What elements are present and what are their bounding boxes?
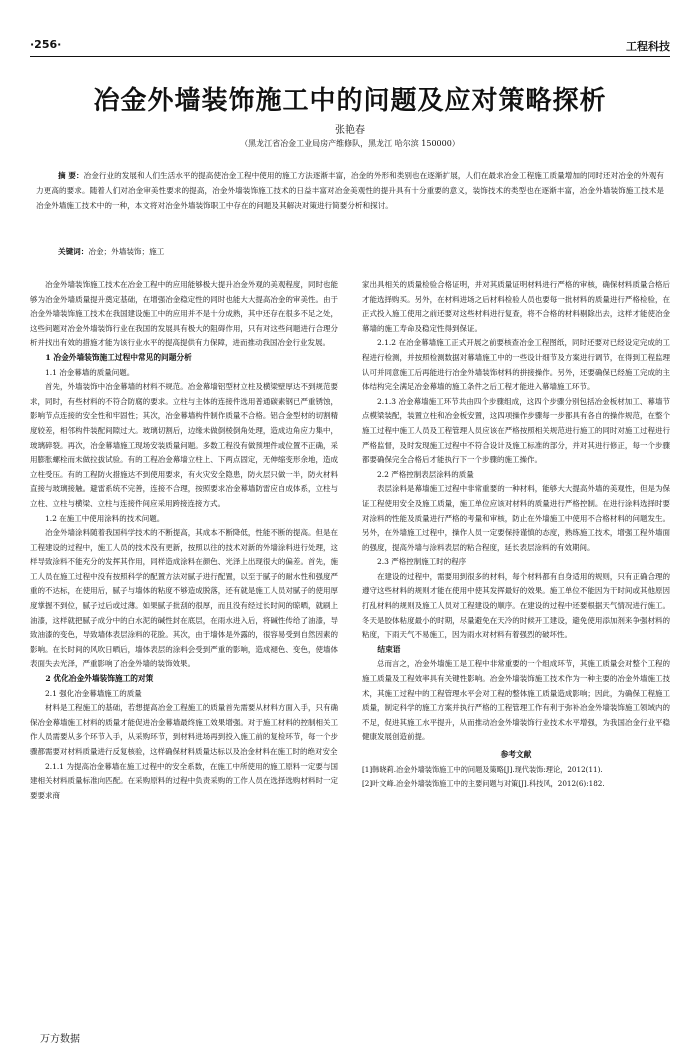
paragraph-2-1: 材料是工程施工的基础，若想提高冶金工程施工的质量首先需要从材料方面入手，只有确保冶金幕墙施工材料的质量才能促进冶金幕墙最终施工效果增强。对于施工材料的控制相关工作人员需要从多个环节入手，从采购环节，到材料进场再到投入施工前的复检环节，每一个步骤都需要对材料质量进行反复核验，这样确保材料质量达标以及冶金材料在施工时的绝对安全: [30, 703, 338, 756]
paragraph-2-1-1-continued: 家出具相关的质量检验合格证明，并对其质量证明材料进行严格的审核，确保材料质量合格后才能选择购买。另外，在材料进场之后材料检验人员也要每一批材料的质量进行严格检验，在正式投入施工使用之前还要对这些材料进行复查，将不合格的材料剔除出去，这样才能使冶金幕墙的施工寿命及稳定性得到保证。: [362, 280, 670, 333]
paragraph-2-3: 在建设的过程中，需要用到很多的材料，每个材料都有自身适用的规则，只有正确合理的遵守这些材料的规则才能在使用中使其发挥最好的效果。施工单位不能因为干时间或其他原因打乱材料的规则及施工人员对工程建设的顺序。在建设的过程中还要根据天气情况进行施工。冬天是胶体粘度最小的时期，尽量避免在天冷的时候开工建设，避免使用添加剂来争强材料的粘度，下雨天气不易施工，因为雨水对材料有着强烈的破坏性。: [362, 571, 670, 640]
reference-1: [1]韩晓莉.冶金外墙装饰施工中的问题及策略[J].现代装饰:理论，2012(11).: [362, 764, 603, 774]
affiliation: （黑龙江省冶金工业局房产维修队，黑龙江 哈尔滨 150000）: [240, 139, 460, 148]
reference-2: [2]叶文峰.冶金外墙装饰施工中的主要问题与对策[J].科技风，2012(6):182.: [362, 778, 605, 788]
intro-paragraph: 冶金外墙装饰施工技术在冶金工程中的应用能够极大提升冶金外观的美观程度，同时也能够为冶金外墙质量提升奠定基础，在增强冶金稳定性的同时也能大大提高冶金的审美性。由于冶金外墙装饰施工技术在我国建设施工中的应用并不是十分成熟，其中还存在很多不足之处，这些问题对冶金外墙装饰行业在我国的发展具有极大的阻碍作用，只有对这些问题进行合理分析并找出有效的措施才能为该行业水平的提高提供有力保障，进而推动我国冶金行业发展。: [30, 280, 338, 348]
keywords: [58, 246, 164, 257]
abstract-text: 冶金行业的发展和人们生活水平的提高使冶金工程中使用的施工方法逐渐丰富，冶金的外形和类别也在逐渐扩展，人们在最求冶金工程施工质量增加的同时还对冶金的外观有力更高的要求。随着人们对冶金审美性要求的提高，冶金外墙装饰施工技术的日益丰富对冶金美观性的提升具有十分重要的意义，装饰技术的类型也在逐渐丰富，冶金外墙装饰施工技术是冶金外墙施工技术中的一种，本文将对冶金外墙装饰职工中存在的问题及其解决对策进行简要分析和探讨。: [36, 171, 664, 210]
section-heading-2: 2 优化冶金外墙装饰施工的对策: [45, 674, 154, 684]
left-column: [30, 278, 338, 803]
section-heading-1: 1 冶金外墙装饰施工过程中常见的问题分析: [45, 352, 192, 362]
references-heading: 参考文献: [500, 750, 532, 759]
subsection-heading-2-1: 2.1 强化冶金幕墙施工的质量: [45, 688, 142, 698]
paragraph-1-1: 首先，外墙装饰中冶金幕墙的材料不规范。冶金幕墙铝型材立柱及横梁壁厚达不到规范要求，同时，有些材料的不符合防腐的要求。立柱与主体的连接件选用普通碳素钢已严重锈蚀，影响节点连接的安全性和牢固性；其次，冶金幕墙构件制作质量不合格。铝合金型材的切割精度较差，相邻构件装配间隙过大。玻璃切割后，边缘未做倒棱倒角处理，造成边角应力集中，玻璃碎裂。再次，冶金幕墙施工现场安装质量问题。多数工程没有做预埋件或位置不正确，采用膨胀螺栓而未做拉拔试验。有的工程冶金幕墙立柱上、下两点固定，无伸缩变形余地，造成立柱受压。有的工程防火措施达不到使用要求，有火灾安全隐患，防火层只做一半，防火材料直接与玻璃接触。避雷系统不完善，连接不合理，按照要求冶金幕墙防雷应自成体系，立柱与立柱、立柱与横梁、立柱与连接件间应采用跨接连接方式。: [30, 382, 338, 508]
abstract-label: 摘 要：: [58, 171, 84, 180]
abstract: [36, 168, 664, 213]
conclusion-heading: 结束语: [377, 644, 401, 654]
paragraph-2-1-3: 2.1.3 冶金幕墙施工环节共由四个步骤组成，这四个步骤分别包括冶金板材加工、幕墙节点模梁装配，装置立柱和冶金板安置，这四项操作步骤每一步都具有各自的操作规范，在整个施工过程中施工人员及工程管理人员应该在严格按照相关规范进行施工的同时对施工过程进行严格监督，及时发现施工过程中不符合设计及施工标准的部分，并对其进行修正，每一个步骤都要确保完全合格后才能执行下一个步骤的施工操作。: [362, 396, 670, 465]
paragraph-2-2: 表层涂料是幕墙施工过程中非常重要的一种材料，能够大大提高外墙的美观性，但是为保证工程使用安全及施工质量，施工单位应该对材料的质量进行严格控制。在进行涂料选择时要对涂料的性能及质量进行严格的考量和审核，防止在外墙施工中使用不合格材料的问题发生。另外，在外墙施工过程中，操作人员一定要保持谨慎的态度，熟练施工技术，增强工程外墙面的强度，提高外墙与涂料表层的粘合程度，延长表层涂料的有效期间。: [362, 484, 670, 552]
keywords-text: 冶金；外墙装饰；施工: [88, 247, 165, 256]
right-column: [362, 278, 670, 791]
journal-name: 工程科技: [626, 40, 670, 53]
author: 张艳春: [335, 125, 365, 136]
paragraph-2-1-1: 2.1.1 为提高冶金幕墙在施工过程中的安全系数，在施工中所使用的施工原料一定要与国建相关材料质量标准向匹配。在采购原料的过程中负责采购的工作人员在选择选购材料时一定要要求商: [30, 761, 338, 800]
page-number: ·256·: [30, 38, 62, 51]
paragraph-2-1-2: 2.1.2 在冶金幕墙施工正式开展之前要核查冶金工程图纸，同时还要对已经设定完成的工程进行检测，并按照检测数据对幕墙施工中的一些设计细节及方案进行调节，在得到工程监理认可并同意施工后再能进行冶金外墙装饰材料的拼接操作。另外，还要确保已经施工完成的主体结构完全满足冶金幕墙的施工条件之后工程才能进入幕墙施工环节。: [362, 338, 670, 392]
subsection-heading-2-2: 2.2 严格控制表层涂料的质量: [377, 469, 474, 479]
keywords-label: 关键词：: [58, 247, 89, 256]
subsection-heading-2-3: 2.3 严格控制施工时的程序: [377, 557, 467, 567]
footer-watermark: 万方数据: [40, 1034, 80, 1045]
subsection-heading-1-1: 1.1 冶金幕墙的质量问题。: [45, 367, 135, 377]
article-title: 冶金外墙装饰施工中的问题及应对策略探析: [93, 86, 607, 116]
paragraph-1-2: 冶金外墙涂料随着我国科学技术的不断提高，其成本不断降低，性能不断的提高。但是在工程建设的过程中，施工人员的技术没有更新，按照以往的技术对新的外墙涂料进行处理，这样导致涂料不能充分的发挥其作用，同样造成涂料在颜色、光泽上出现很大的偏差。首先，施工人员在施工过程中没有按照科学的配置方法对腻子进行配置，以至于腻子的耐水性和强度严重的不达标，在使用后，腻子与墙体的粘度不够造成脱落，还有就是施工人员对腻子的使用厚度掌握不到位，腻子过后或过薄。如果腻子批刮的很厚，而且没有经过长时间的晾晒，就刷上油漆，这样就把腻子成分中的白水泥的碱性封在底层，在雨水进入后，将碱性传给了油漆，导致油漆的变色，导致墙体表层涂料的花脸。其次，由于墙体是外露的，很容易受到自然因素的影响。在长时间的风吹日晒后，墙体表层的涂料会受到严重的影响，造成褪色、变色，使墙体表面失去光泽，严重影响了冶金外墙的装饰效果。: [30, 528, 338, 669]
header-rule: [30, 56, 670, 57]
conclusion-paragraph: 总而言之，冶金外墙施工是工程中非常重要的一个组成环节，其施工质量会对整个工程的施工质量及工程效率具有关键性影响。冶金外墙装饰施工技术作为一种主要的冶金外墙施工技术，其施工过程中的工程管理水平会对工程的整体施工质量造成影响；因此，为确保工程施工质量，制定科学的施工方案并执行严格的工程管理工作有利于弥补冶金外墙装饰施工领域内的不足，促进其施工水平提升，从而推动冶金外墙装饰行业技术水平增强，为我国冶金行业平稳健康发展创造前提。: [362, 659, 670, 742]
subsection-heading-1-2: 1.2 在施工中使用涂料的技术问题。: [45, 513, 165, 523]
